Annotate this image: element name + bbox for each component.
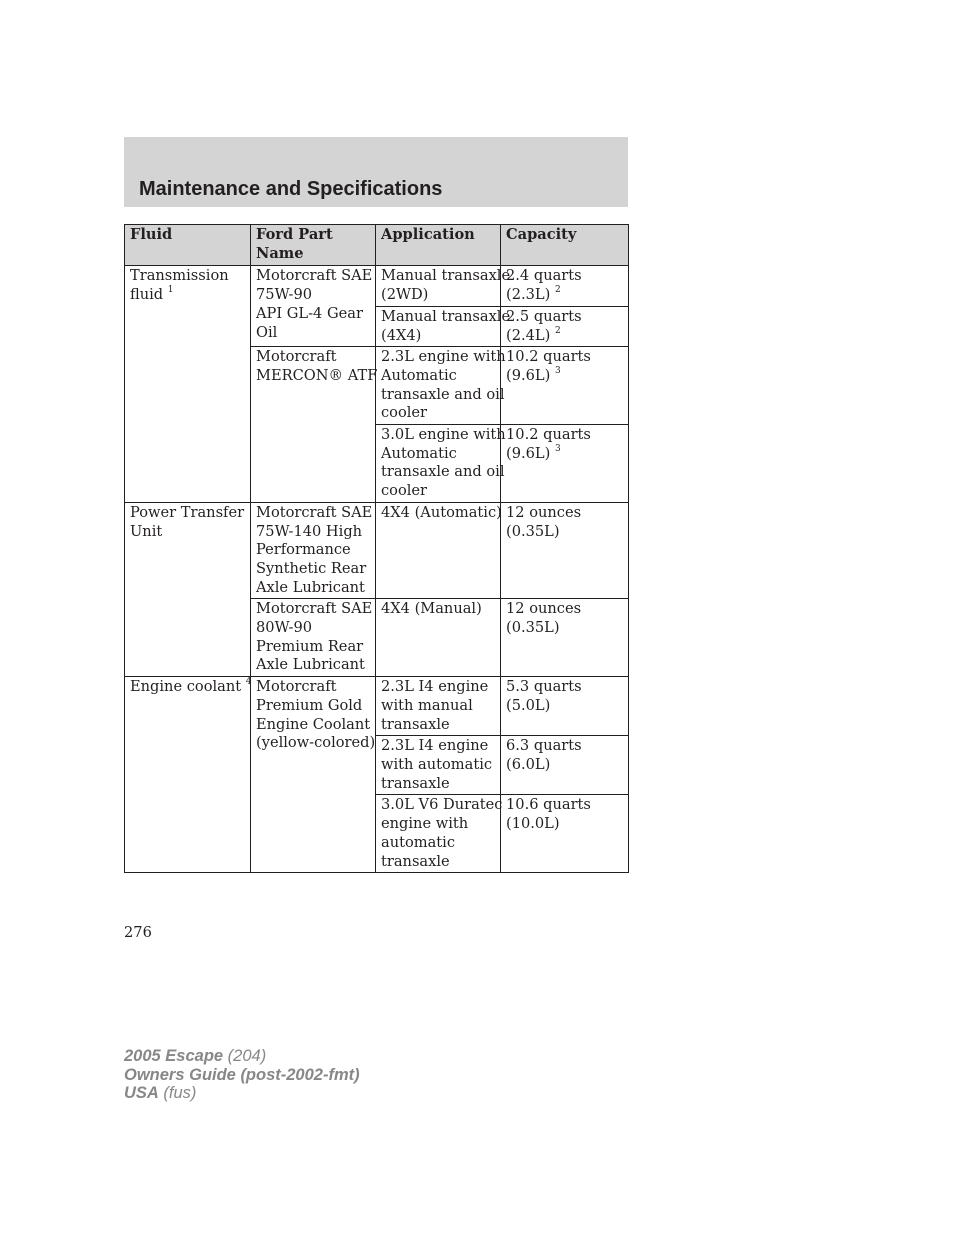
capacity-cell: 12 ounces (0.35L) — [501, 599, 629, 677]
application-cell: 2.3L engine with Automatic transaxle and oil cooler — [376, 347, 501, 425]
page-number: 276 — [124, 924, 152, 941]
footer-line-1: 2005 Escape (204) — [124, 1047, 267, 1065]
part-name-cell: Motorcraft SAE 80W-90 Premium Rear Axle Lubricant — [251, 599, 376, 677]
application-cell: Manual transaxle (2WD) — [376, 266, 501, 306]
footer-line-2: Owners Guide (post-2002-fmt) — [124, 1065, 360, 1084]
fluid-cell: Engine coolant $^4$ — [125, 677, 251, 873]
footer-line-3: USA (fus) — [124, 1084, 197, 1102]
capacity-cell: 2.5 quarts (2.4L) $^2$ — [501, 306, 629, 346]
document-footer — [124, 1047, 360, 1103]
fluid-capacity-table — [124, 224, 629, 873]
footnote-marker: 3 — [554, 366, 561, 377]
application-cell: 4X4 (Automatic) — [376, 502, 501, 599]
capacity-cell: 10.6 quarts (10.0L) — [501, 795, 629, 873]
table-body — [125, 266, 629, 873]
table-row — [125, 502, 629, 599]
capacity-cell: 2.4 quarts (2.3L) $^2$ — [501, 266, 629, 306]
application-cell: 4X4 (Manual) — [376, 599, 501, 677]
capacity-cell: 6.3 quarts (6.0L) — [501, 736, 629, 795]
part-name-cell: Motorcraft SAE 75W-140 High Performance Synthetic Rear Axle Lubricant — [251, 502, 376, 599]
application-cell: 2.3L I4 engine with automatic transaxle — [376, 736, 501, 795]
footnote-marker: 1 — [167, 285, 174, 296]
table-header-row — [125, 225, 629, 266]
part-name-cell: Motorcraft Premium Gold Engine Coolant (yellow-colored) — [251, 677, 376, 873]
capacity-cell: 10.2 quarts (9.6L) $^3$ — [501, 425, 629, 503]
page-title: Maintenance and Specifications — [139, 178, 443, 200]
capacity-cell: 10.2 quarts (9.6L) $^3$ — [501, 347, 629, 425]
column-header-capacity: Capacity — [501, 225, 629, 266]
application-cell: Manual transaxle (4X4) — [376, 306, 501, 346]
section-header-band — [124, 137, 628, 207]
footnote-marker: 3 — [554, 443, 561, 454]
part-name-cell: Motorcraft MERCON® ATF — [251, 347, 376, 503]
application-cell: 3.0L engine with Automatic transaxle and oil cooler — [376, 425, 501, 503]
footnote-marker: 2 — [554, 325, 561, 336]
table-row — [125, 266, 629, 306]
fluid-cell: Power Transfer Unit — [125, 502, 251, 676]
application-cell: 2.3L I4 engine with manual transaxle — [376, 677, 501, 736]
application-cell: 3.0L V6 Duratec engine with automatic transaxle — [376, 795, 501, 873]
part-name-cell: Motorcraft SAE 75W-90 API GL-4 Gear Oil — [251, 266, 376, 347]
column-header-application: Application — [376, 225, 501, 266]
column-header-fluid: Fluid — [125, 225, 251, 266]
column-header-ford-part-name: Ford Part Name — [251, 225, 376, 266]
footnote-marker: 4 — [245, 677, 252, 688]
table-row — [125, 677, 629, 736]
capacity-cell: 5.3 quarts (5.0L) — [501, 677, 629, 736]
footnote-marker: 2 — [554, 285, 561, 296]
fluid-cell: Transmission fluid $^1$ — [125, 266, 251, 502]
capacity-cell: 12 ounces (0.35L) — [501, 502, 629, 599]
